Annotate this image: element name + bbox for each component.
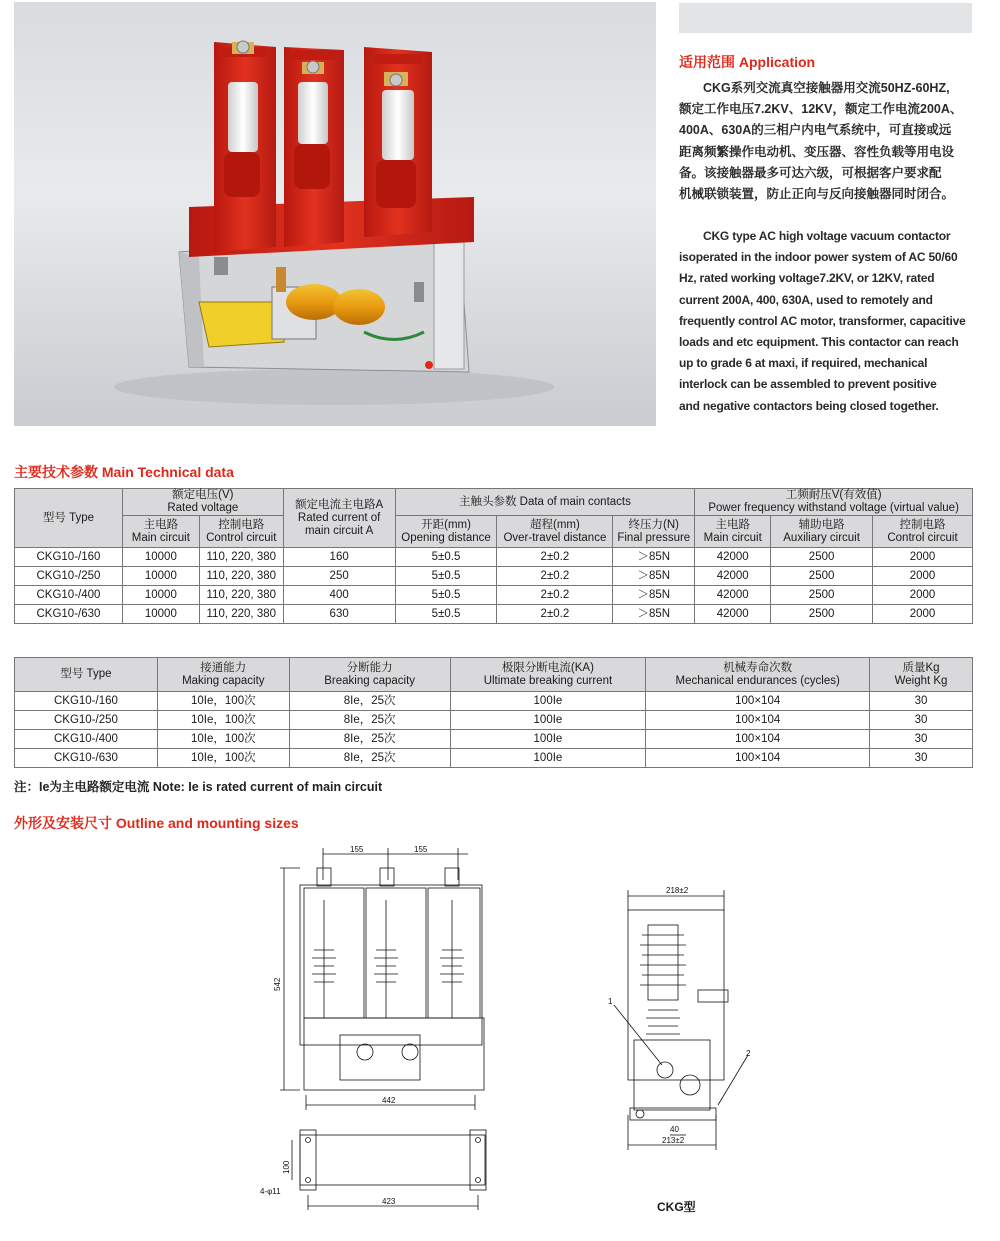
table-row: CKG10-/400 10Ie，100次 8Ie，25次 100Ie 100×104 30 bbox=[15, 730, 973, 749]
header-rated-current: 额定电流主电路A Rated current of main circuit A bbox=[283, 489, 395, 548]
application-en-line: interlock can be assembled to prevent positive bbox=[679, 377, 937, 391]
main-data-table bbox=[14, 488, 973, 624]
contactor-illustration bbox=[14, 2, 656, 426]
outline-title: 外形及安装尺寸 Outline and mounting sizes bbox=[14, 815, 299, 831]
application-en-line: current 200A, 400, 630A, used to remotely and bbox=[679, 293, 933, 307]
drawing-caption: CKG型 bbox=[657, 1200, 696, 1214]
capacity-table bbox=[14, 657, 973, 768]
side-outline-drawing bbox=[600, 880, 760, 1180]
header-pf-control: 控制电路 Control circuit bbox=[873, 516, 973, 548]
application-cn-line: 备。该接触器最多可达六级，可根据客户要求配 bbox=[679, 166, 942, 180]
application-cn-line: 额定工作电压7.2KV、12KV，额定工作电流200A、 bbox=[679, 102, 963, 116]
application-en-line: loads and etc equipment. This contactor can reach bbox=[679, 335, 959, 349]
marker-1: 1 bbox=[608, 997, 613, 1006]
dim-holes: 4-φ11 bbox=[260, 1187, 281, 1196]
header-control-circuit: 控制电路 Control circuit bbox=[199, 516, 283, 548]
header-type: 型号 Type bbox=[15, 489, 123, 548]
header-opening-distance: 开距(mm) Opening distance bbox=[395, 516, 497, 548]
application-en-line: frequently control AC motor, transformer, capacitive bbox=[679, 314, 966, 328]
dim-218: 218±2 bbox=[666, 886, 689, 895]
table-row: CKG10-/630 10000 110, 220, 380 630 5±0.5 2±0.2 ＞85N 42000 2500 2000 bbox=[15, 605, 973, 624]
header-type: 型号 Type bbox=[15, 658, 158, 692]
application-cn-line: CKG系列交流真空接触器用交流50HZ-60HZ, bbox=[703, 81, 950, 95]
dim-423: 423 bbox=[382, 1197, 396, 1206]
table-row: CKG10-/250 10000 110, 220, 380 250 5±0.5 2±0.2 ＞85N 42000 2500 2000 bbox=[15, 567, 973, 586]
application-en-line: up to grade 6 at maxi, if required, mechanical bbox=[679, 356, 928, 370]
header-final-pressure: 终压力(N) Final pressure bbox=[613, 516, 695, 548]
marker-2: 2 bbox=[746, 1049, 751, 1058]
application-cn-line: 400A、630A的三相户内电气系统中，可直接或远 bbox=[679, 123, 952, 137]
header-rated-voltage: 额定电压(V) Rated voltage bbox=[122, 489, 283, 516]
application-en-line: Hz, rated working voltage7.2KV, or 12KV, rated bbox=[679, 271, 935, 285]
header-weight: 质量Kg Weight Kg bbox=[870, 658, 973, 692]
header-overtravel: 超程(mm) Over-travel distance bbox=[497, 516, 613, 548]
header-pf-main: 主电路 Main circuit bbox=[695, 516, 771, 548]
table-row: CKG10-/160 10000 110, 220, 380 160 5±0.5 2±0.2 ＞85N 42000 2500 2000 bbox=[15, 548, 973, 567]
table-row: CKG10-/630 10Ie，100次 8Ie，25次 100Ie 100×104 30 bbox=[15, 749, 973, 768]
header-ultimate: 极限分断电流(KA) Ultimate breaking current bbox=[450, 658, 646, 692]
header-breaking: 分断能力 Breaking capacity bbox=[289, 658, 450, 692]
table-row: CKG10-/400 10000 110, 220, 380 400 5±0.5 2±0.2 ＞85N 42000 2500 2000 bbox=[15, 586, 973, 605]
application-en-line: CKG type AC high voltage vacuum contactor bbox=[703, 229, 951, 243]
application-en-line: and negative contactors being closed together. bbox=[679, 399, 939, 413]
dim-442: 442 bbox=[382, 1096, 396, 1105]
header-bar bbox=[679, 3, 972, 33]
application-cn-line: 距离频繁操作电动机、变压器、容性负载等用电设 bbox=[679, 145, 955, 159]
application-en-line: isoperated in the indoor power system of AC 50/60 bbox=[679, 250, 958, 264]
table-row: CKG10-/160 10Ie，100次 8Ie，25次 100Ie 100×104 30 bbox=[15, 692, 973, 711]
dim-40: 40 bbox=[670, 1125, 679, 1134]
header-main-circuit: 主电路 Main circuit bbox=[122, 516, 199, 548]
dim-155-left: 155 bbox=[350, 845, 364, 854]
front-outline-drawing bbox=[260, 840, 515, 1240]
dim-100: 100 bbox=[282, 1160, 291, 1174]
footnote: 注：Ie为主电路额定电流 Note: Ie is rated current of main circuit bbox=[14, 780, 383, 794]
header-power-frequency: 工频耐压V(有效值) Power frequency withstand voltage (virtual value) bbox=[695, 489, 973, 516]
dim-542: 542 bbox=[273, 977, 282, 991]
header-main-contacts: 主触头参数 Data of main contacts bbox=[395, 489, 695, 516]
product-photo bbox=[14, 2, 656, 426]
table-row: CKG10-/250 10Ie，100次 8Ie，25次 100Ie 100×104 30 bbox=[15, 711, 973, 730]
header-pf-aux: 辅助电路 Auxiliary circuit bbox=[771, 516, 873, 548]
application-cn-line: 机械联锁装置，防止正向与反向接触器同时闭合。 bbox=[679, 187, 955, 201]
application-title: 适用范围 Application bbox=[679, 54, 816, 70]
main-data-title: 主要技术参数 Main Technical data bbox=[14, 464, 234, 480]
header-mechanical: 机械寿命次数 Mechanical endurances (cycles) bbox=[646, 658, 870, 692]
dim-155-right: 155 bbox=[414, 845, 428, 854]
header-making: 接通能力 Making capacity bbox=[157, 658, 289, 692]
dim-213: 213±2 bbox=[662, 1136, 685, 1145]
